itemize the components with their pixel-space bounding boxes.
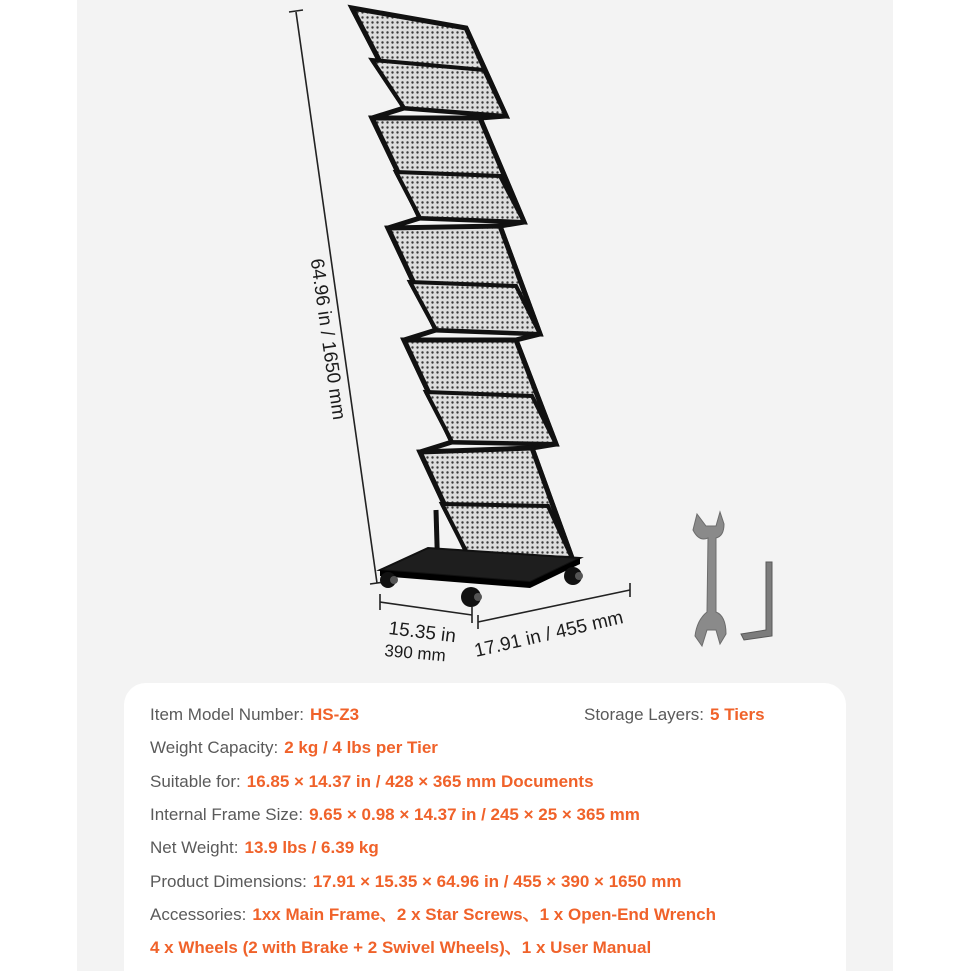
depth-dimension-mm: 390 mm (383, 641, 447, 666)
height-dimension-line (289, 10, 384, 584)
spec-accessories-continued (150, 937, 651, 959)
spec-label: Suitable for: (150, 772, 241, 791)
spec-label: Item Model Number: (150, 705, 304, 724)
spec-value: 5 Tiers (710, 705, 765, 724)
spec-suitable-for (150, 771, 594, 793)
spec-product-dimensions (150, 871, 681, 893)
spec-label: Net Weight: (150, 838, 239, 857)
spec-net-weight (150, 837, 379, 859)
specifications-card (124, 683, 846, 971)
height-dimension-label: 64.96 in / 1650 mm (305, 257, 350, 422)
spec-value: 9.65 × 0.98 × 14.37 in / 245 × 25 × 365 mm (309, 805, 640, 824)
spec-value: 1xx Main Frame、2 x Star Screws、1 x Open-End Wrench (252, 905, 716, 924)
width-dimension-label: 17.91 in / 455 mm (472, 607, 626, 662)
rack-frame (352, 8, 572, 578)
spec-label: Storage Layers: (584, 705, 705, 724)
spec-label: Product Dimensions: (150, 872, 307, 891)
spec-value: 2 kg / 4 lbs per Tier (284, 738, 438, 757)
spec-label: Internal Frame Size: (150, 805, 304, 824)
spec-value: 17.91 × 15.35 × 64.96 in / 455 × 390 × 1650 mm (312, 872, 682, 891)
spec-weight-capacity (150, 737, 438, 759)
spec-value: 13.9 lbs / 6.39 kg (244, 838, 379, 857)
spec-label: Accessories: (150, 905, 247, 924)
hex-key-icon (741, 562, 772, 640)
spec-value: 4 x Wheels (2 with Brake + 2 Swivel Wheels)、1 x User Manual (150, 938, 652, 957)
spec-storage-layers (584, 704, 765, 726)
open-end-wrench-icon (693, 512, 726, 646)
spec-internal-frame-size (150, 804, 640, 826)
spec-value: 16.85 × 14.37 in / 428 × 365 mm Documents (246, 772, 594, 791)
spec-accessories (150, 904, 716, 926)
spec-model-number (150, 704, 359, 726)
spec-value: HS-Z3 (310, 705, 360, 724)
spec-label: Weight Capacity: (150, 738, 279, 757)
depth-dimension-inch: 15.35 in (387, 618, 458, 648)
